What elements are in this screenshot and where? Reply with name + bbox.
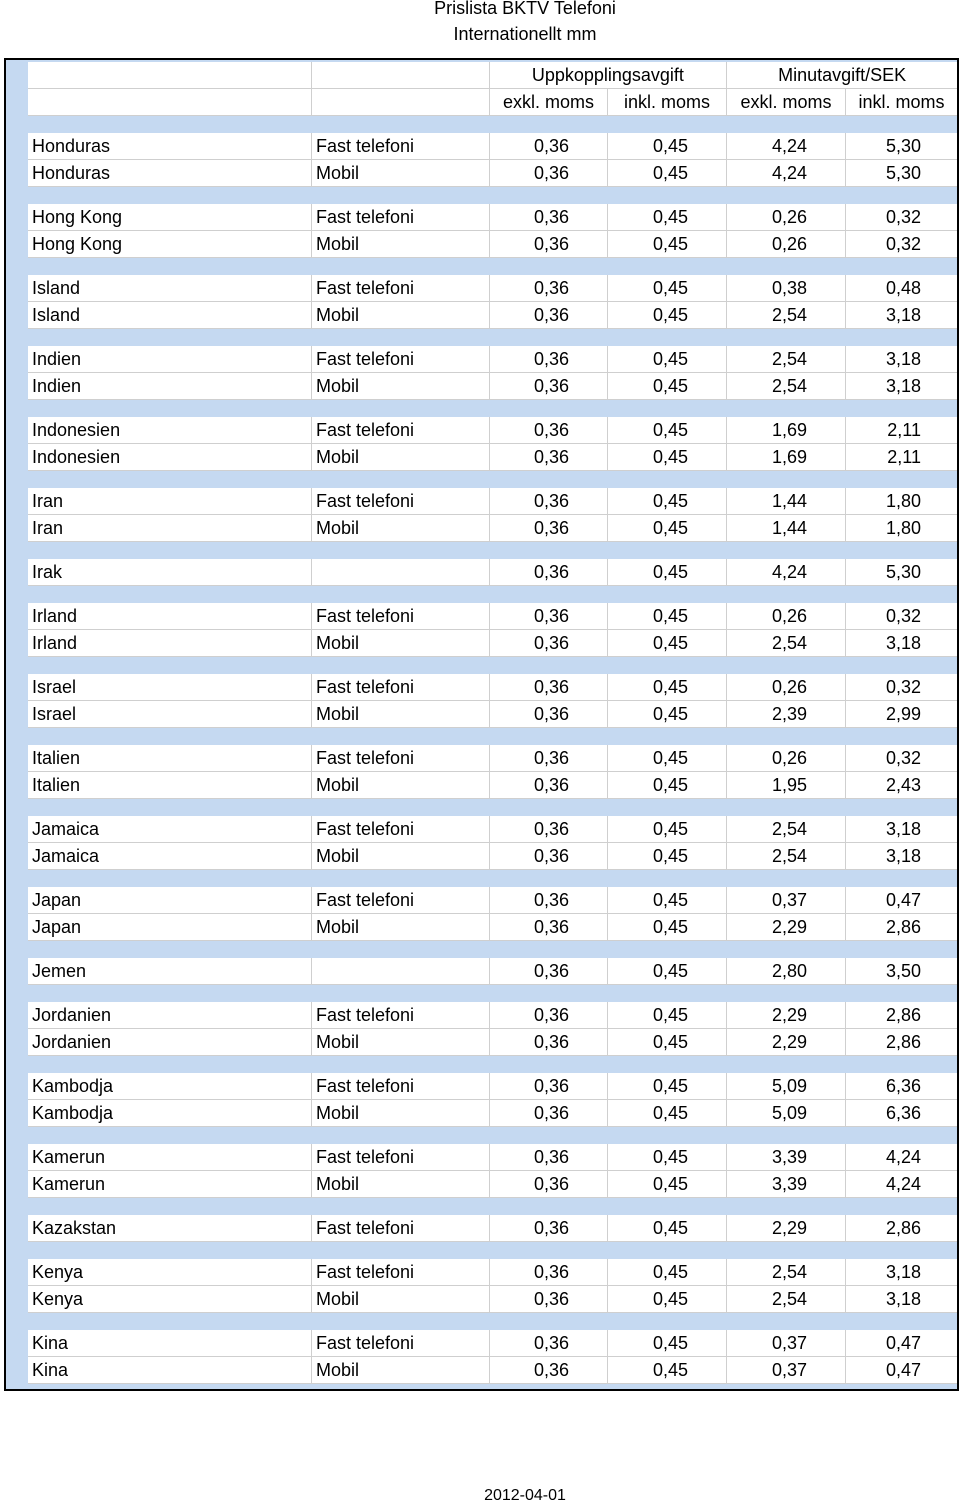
cell-minute-inkl: 5,30 <box>885 562 921 582</box>
cell-connect-exkl: 0,36 <box>490 559 608 585</box>
cell-connect-inkl: 0,45 <box>608 1029 727 1055</box>
cell-connect-exkl: 0,36 <box>490 275 608 301</box>
cell-connect-exkl: 0,36 <box>490 958 608 984</box>
table-row <box>28 772 957 799</box>
table-row <box>28 1171 957 1198</box>
cell-connect-inkl: 0,45 <box>608 559 727 585</box>
cell-connect-inkl: 0,45 <box>608 373 727 399</box>
cell-minute-exkl: 1,69 <box>727 444 846 470</box>
header-minutavgift: Minutavgift/SEK <box>778 65 907 85</box>
table-row <box>28 1357 957 1384</box>
cell-country: Indien <box>28 346 312 372</box>
cell-country: Hong Kong <box>28 204 312 230</box>
cell-connect-exkl: 0,36 <box>490 231 608 257</box>
cell-type: Mobil <box>312 1029 490 1055</box>
cell-minute-inkl: 0,32 <box>885 234 921 254</box>
cell-connect-exkl: 0,36 <box>490 1357 608 1383</box>
cell-minute-inkl: 2,11 <box>887 447 921 467</box>
cell-minute-exkl: 4,24 <box>727 559 846 585</box>
cell-minute-inkl: 3,18 <box>885 1262 921 1282</box>
cell-connect-exkl: 0,36 <box>490 701 608 727</box>
cell-country: Kenya <box>28 1286 312 1312</box>
cell-connect-exkl: 0,36 <box>490 1286 608 1312</box>
cell-country: Honduras <box>28 133 312 159</box>
cell-country: Honduras <box>28 160 312 186</box>
table-row <box>28 1002 957 1029</box>
table-row <box>28 816 957 843</box>
cell-connect-inkl: 0,45 <box>608 1144 727 1170</box>
cell-country: Italien <box>28 745 312 771</box>
cell-connect-exkl: 0,36 <box>490 302 608 328</box>
table-row <box>28 701 957 728</box>
cell-connect-inkl: 0,45 <box>608 630 727 656</box>
cell-type: Mobil <box>312 515 490 541</box>
header-blank <box>312 89 490 115</box>
cell-connect-inkl: 0,45 <box>608 816 727 842</box>
cell-type: Fast telefoni <box>312 1215 490 1241</box>
cell-type: Fast telefoni <box>312 674 490 700</box>
header-exkl-moms: exkl. moms <box>727 89 846 115</box>
cell-minute-inkl: 6,36 <box>885 1103 921 1123</box>
table-row <box>28 1073 957 1100</box>
cell-minute-inkl: 0,32 <box>885 748 921 768</box>
cell-minute-exkl: 2,39 <box>727 701 846 727</box>
cell-country: Italien <box>28 772 312 798</box>
cell-connect-exkl: 0,36 <box>490 630 608 656</box>
cell-country: Israel <box>28 701 312 727</box>
table-row <box>28 1144 957 1171</box>
header-row-moms <box>28 89 957 116</box>
table-row <box>28 1215 957 1242</box>
cell-type: Mobil <box>312 843 490 869</box>
table-row <box>28 1286 957 1313</box>
cell-connect-inkl: 0,45 <box>608 417 727 443</box>
cell-country: Kambodja <box>28 1073 312 1099</box>
cell-connect-inkl: 0,45 <box>608 1002 727 1028</box>
cell-minute-inkl: 3,18 <box>885 305 921 325</box>
cell-connect-inkl: 0,45 <box>608 843 727 869</box>
cell-minute-inkl: 6,36 <box>885 1076 921 1096</box>
cell-type: Mobil <box>312 1171 490 1197</box>
cell-connect-inkl: 0,45 <box>608 160 727 186</box>
cell-minute-exkl: 0,37 <box>727 1330 846 1356</box>
cell-connect-exkl: 0,36 <box>490 745 608 771</box>
cell-connect-exkl: 0,36 <box>490 1002 608 1028</box>
cell-minute-inkl: 3,18 <box>885 349 921 369</box>
cell-minute-inkl: 0,47 <box>885 1360 921 1380</box>
cell-minute-exkl: 1,69 <box>727 417 846 443</box>
cell-connect-exkl: 0,36 <box>490 346 608 372</box>
cell-type: Mobil <box>312 1286 490 1312</box>
cell-connect-inkl: 0,45 <box>608 488 727 514</box>
cell-minute-exkl: 4,24 <box>727 133 846 159</box>
cell-country: Kazakstan <box>28 1215 312 1241</box>
cell-minute-exkl: 3,39 <box>727 1171 846 1197</box>
cell-connect-inkl: 0,45 <box>608 1073 727 1099</box>
cell-type: Fast telefoni <box>312 816 490 842</box>
cell-connect-exkl: 0,36 <box>490 417 608 443</box>
cell-country: Island <box>28 275 312 301</box>
cell-minute-inkl: 1,80 <box>885 518 921 538</box>
cell-minute-inkl: 2,43 <box>885 775 921 795</box>
cell-minute-inkl: 4,24 <box>885 1147 921 1167</box>
cell-minute-exkl: 2,54 <box>727 843 846 869</box>
cell-connect-inkl: 0,45 <box>608 1100 727 1126</box>
cell-connect-exkl: 0,36 <box>490 1029 608 1055</box>
cell-country: Kambodja <box>28 1100 312 1126</box>
cell-minute-inkl: 3,18 <box>885 846 921 866</box>
cell-connect-inkl: 0,45 <box>608 772 727 798</box>
cell-country: Irland <box>28 630 312 656</box>
cell-minute-exkl: 2,80 <box>727 958 846 984</box>
cell-minute-inkl: 0,32 <box>885 207 921 227</box>
cell-country: Kina <box>28 1330 312 1356</box>
cell-connect-inkl: 0,45 <box>608 275 727 301</box>
cell-connect-inkl: 0,45 <box>608 133 727 159</box>
cell-connect-inkl: 0,45 <box>608 914 727 940</box>
cell-type: Fast telefoni <box>312 275 490 301</box>
table-row <box>28 674 957 701</box>
table-row <box>28 887 957 914</box>
cell-connect-inkl: 0,45 <box>608 603 727 629</box>
header-blank <box>28 89 312 115</box>
table-row <box>28 958 957 985</box>
cell-minute-exkl: 0,37 <box>727 887 846 913</box>
cell-type: Mobil <box>312 302 490 328</box>
cell-minute-exkl: 0,26 <box>727 204 846 230</box>
cell-minute-inkl: 3,50 <box>885 961 921 981</box>
cell-connect-inkl: 0,45 <box>608 515 727 541</box>
cell-minute-exkl: 0,26 <box>727 231 846 257</box>
cell-type: Mobil <box>312 160 490 186</box>
cell-country: Irak <box>28 559 312 585</box>
cell-type: Fast telefoni <box>312 133 490 159</box>
cell-country: Kenya <box>28 1259 312 1285</box>
cell-connect-exkl: 0,36 <box>490 887 608 913</box>
cell-minute-exkl: 2,54 <box>727 630 846 656</box>
cell-connect-inkl: 0,45 <box>608 701 727 727</box>
cell-type: Fast telefoni <box>312 1330 490 1356</box>
cell-country: Indonesien <box>28 444 312 470</box>
cell-connect-inkl: 0,45 <box>608 302 727 328</box>
cell-minute-inkl: 3,18 <box>885 1289 921 1309</box>
cell-country: Irland <box>28 603 312 629</box>
cell-country: Iran <box>28 515 312 541</box>
cell-connect-inkl: 0,45 <box>608 1357 727 1383</box>
cell-minute-exkl: 5,09 <box>727 1073 846 1099</box>
cell-type <box>312 958 490 984</box>
cell-minute-inkl: 0,32 <box>885 677 921 697</box>
table-row <box>28 559 957 586</box>
table-row <box>28 1330 957 1357</box>
cell-minute-inkl: 2,86 <box>885 1032 921 1052</box>
cell-minute-exkl: 1,44 <box>727 515 846 541</box>
cell-connect-exkl: 0,36 <box>490 1073 608 1099</box>
cell-minute-exkl: 2,54 <box>727 1259 846 1285</box>
cell-type: Mobil <box>312 444 490 470</box>
cell-minute-inkl: 0,47 <box>885 890 921 910</box>
cell-country: Hong Kong <box>28 231 312 257</box>
cell-minute-inkl: 0,48 <box>885 278 921 298</box>
cell-minute-inkl: 5,30 <box>885 136 921 156</box>
cell-minute-exkl: 0,37 <box>727 1357 846 1383</box>
cell-country: Jamaica <box>28 843 312 869</box>
cell-connect-exkl: 0,36 <box>490 204 608 230</box>
header-inkl-moms: inkl. moms <box>608 89 727 115</box>
table-row <box>28 373 957 400</box>
cell-type: Fast telefoni <box>312 745 490 771</box>
cell-type: Fast telefoni <box>312 346 490 372</box>
table-row <box>28 417 957 444</box>
cell-country: Jordanien <box>28 1002 312 1028</box>
table-row <box>28 1259 957 1286</box>
cell-connect-exkl: 0,36 <box>490 1259 608 1285</box>
table-row <box>28 133 957 160</box>
header-uppkoppling: Uppkopplingsavgift <box>490 62 728 88</box>
cell-country: Kamerun <box>28 1144 312 1170</box>
cell-connect-exkl: 0,36 <box>490 488 608 514</box>
cell-connect-exkl: 0,36 <box>490 843 608 869</box>
cell-minute-exkl: 5,09 <box>727 1100 846 1126</box>
header-inkl-moms: inkl. moms <box>858 92 945 112</box>
cell-type: Fast telefoni <box>312 887 490 913</box>
cell-connect-exkl: 0,36 <box>490 1215 608 1241</box>
header-row-groups <box>28 62 957 89</box>
cell-connect-inkl: 0,45 <box>608 1286 727 1312</box>
table-row <box>28 444 957 471</box>
cell-minute-inkl: 3,18 <box>885 819 921 839</box>
cell-country: Kamerun <box>28 1171 312 1197</box>
table-row <box>28 745 957 772</box>
cell-connect-exkl: 0,36 <box>490 515 608 541</box>
table-row <box>28 231 957 258</box>
cell-minute-inkl: 2,86 <box>885 1218 921 1238</box>
cell-country: Japan <box>28 914 312 940</box>
cell-connect-exkl: 0,36 <box>490 1330 608 1356</box>
cell-type: Fast telefoni <box>312 488 490 514</box>
cell-connect-exkl: 0,36 <box>490 133 608 159</box>
cell-minute-exkl: 0,26 <box>727 745 846 771</box>
table-row <box>28 914 957 941</box>
cell-connect-inkl: 0,45 <box>608 444 727 470</box>
cell-minute-exkl: 0,26 <box>727 603 846 629</box>
cell-minute-exkl: 2,54 <box>727 302 846 328</box>
cell-minute-exkl: 2,54 <box>727 1286 846 1312</box>
cell-connect-inkl: 0,45 <box>608 674 727 700</box>
table-row <box>28 488 957 515</box>
header-blank <box>28 62 312 88</box>
cell-minute-inkl: 2,86 <box>885 1005 921 1025</box>
cell-connect-inkl: 0,45 <box>608 745 727 771</box>
cell-country: Jemen <box>28 958 312 984</box>
cell-country: Jordanien <box>28 1029 312 1055</box>
cell-connect-inkl: 0,45 <box>608 958 727 984</box>
cell-type: Mobil <box>312 1100 490 1126</box>
table-row <box>28 843 957 870</box>
cell-connect-exkl: 0,36 <box>490 373 608 399</box>
cell-minute-exkl: 0,26 <box>727 674 846 700</box>
cell-minute-inkl: 3,18 <box>885 633 921 653</box>
cell-connect-inkl: 0,45 <box>608 231 727 257</box>
cell-country: Israel <box>28 674 312 700</box>
cell-minute-inkl: 2,11 <box>887 420 921 440</box>
cell-connect-inkl: 0,45 <box>608 887 727 913</box>
header-exkl-moms: exkl. moms <box>490 89 608 115</box>
cell-country: Kina <box>28 1357 312 1383</box>
cell-minute-exkl: 4,24 <box>727 160 846 186</box>
cell-minute-exkl: 2,54 <box>727 373 846 399</box>
cell-minute-exkl: 2,54 <box>727 346 846 372</box>
cell-minute-inkl: 0,47 <box>885 1333 921 1353</box>
table-row <box>28 346 957 373</box>
cell-connect-inkl: 0,45 <box>608 346 727 372</box>
cell-type: Fast telefoni <box>312 1259 490 1285</box>
cell-minute-inkl: 5,30 <box>885 163 921 183</box>
cell-minute-exkl: 2,29 <box>727 1002 846 1028</box>
cell-minute-inkl: 2,99 <box>885 704 921 724</box>
cell-minute-exkl: 1,44 <box>727 488 846 514</box>
cell-type: Mobil <box>312 701 490 727</box>
page-subtitle: Internationellt mm <box>453 24 597 44</box>
cell-minute-exkl: 2,29 <box>727 1215 846 1241</box>
cell-country: Iran <box>28 488 312 514</box>
date-footer: 2012-04-01 <box>484 1487 566 1504</box>
cell-type: Fast telefoni <box>312 1002 490 1028</box>
cell-country: Island <box>28 302 312 328</box>
cell-type: Fast telefoni <box>312 417 490 443</box>
cell-connect-exkl: 0,36 <box>490 1171 608 1197</box>
cell-connect-inkl: 0,45 <box>608 1215 727 1241</box>
cell-connect-exkl: 0,36 <box>490 1100 608 1126</box>
cell-connect-exkl: 0,36 <box>490 674 608 700</box>
table-row <box>28 302 957 329</box>
table-row <box>28 275 957 302</box>
cell-minute-inkl: 1,80 <box>885 491 921 511</box>
cell-country: Indonesien <box>28 417 312 443</box>
cell-type: Fast telefoni <box>312 1144 490 1170</box>
table-row <box>28 204 957 231</box>
cell-connect-exkl: 0,36 <box>490 1144 608 1170</box>
cell-country: Jamaica <box>28 816 312 842</box>
cell-connect-inkl: 0,45 <box>608 204 727 230</box>
cell-type: Mobil <box>312 1357 490 1383</box>
cell-type <box>312 559 490 585</box>
table-row <box>28 1029 957 1056</box>
table-row <box>28 603 957 630</box>
cell-connect-exkl: 0,36 <box>490 772 608 798</box>
cell-type: Mobil <box>312 231 490 257</box>
cell-type: Fast telefoni <box>312 204 490 230</box>
table-row <box>28 160 957 187</box>
cell-minute-inkl: 3,18 <box>885 376 921 396</box>
cell-minute-exkl: 2,29 <box>727 914 846 940</box>
page-title: Prislista BKTV Telefoni <box>434 0 616 18</box>
cell-minute-exkl: 1,95 <box>727 772 846 798</box>
cell-minute-exkl: 0,38 <box>727 275 846 301</box>
cell-connect-exkl: 0,36 <box>490 160 608 186</box>
header-blank <box>312 62 490 88</box>
cell-type: Fast telefoni <box>312 1073 490 1099</box>
cell-country: Japan <box>28 887 312 913</box>
cell-type: Fast telefoni <box>312 603 490 629</box>
cell-minute-inkl: 2,86 <box>885 917 921 937</box>
cell-connect-inkl: 0,45 <box>608 1330 727 1356</box>
cell-connect-exkl: 0,36 <box>490 444 608 470</box>
cell-type: Mobil <box>312 373 490 399</box>
table-row <box>28 630 957 657</box>
table-row <box>28 1100 957 1127</box>
cell-connect-inkl: 0,45 <box>608 1171 727 1197</box>
cell-connect-exkl: 0,36 <box>490 603 608 629</box>
cell-connect-inkl: 0,45 <box>608 1259 727 1285</box>
cell-minute-inkl: 0,32 <box>885 606 921 626</box>
price-table <box>4 58 959 1391</box>
cell-country: Indien <box>28 373 312 399</box>
cell-type: Mobil <box>312 914 490 940</box>
table-row <box>28 515 957 542</box>
cell-minute-exkl: 2,54 <box>727 816 846 842</box>
cell-type: Mobil <box>312 772 490 798</box>
cell-connect-exkl: 0,36 <box>490 914 608 940</box>
left-strip <box>6 60 28 1389</box>
cell-minute-exkl: 3,39 <box>727 1144 846 1170</box>
cell-minute-inkl: 4,24 <box>885 1174 921 1194</box>
cell-type: Mobil <box>312 630 490 656</box>
cell-connect-exkl: 0,36 <box>490 816 608 842</box>
cell-minute-exkl: 2,29 <box>727 1029 846 1055</box>
